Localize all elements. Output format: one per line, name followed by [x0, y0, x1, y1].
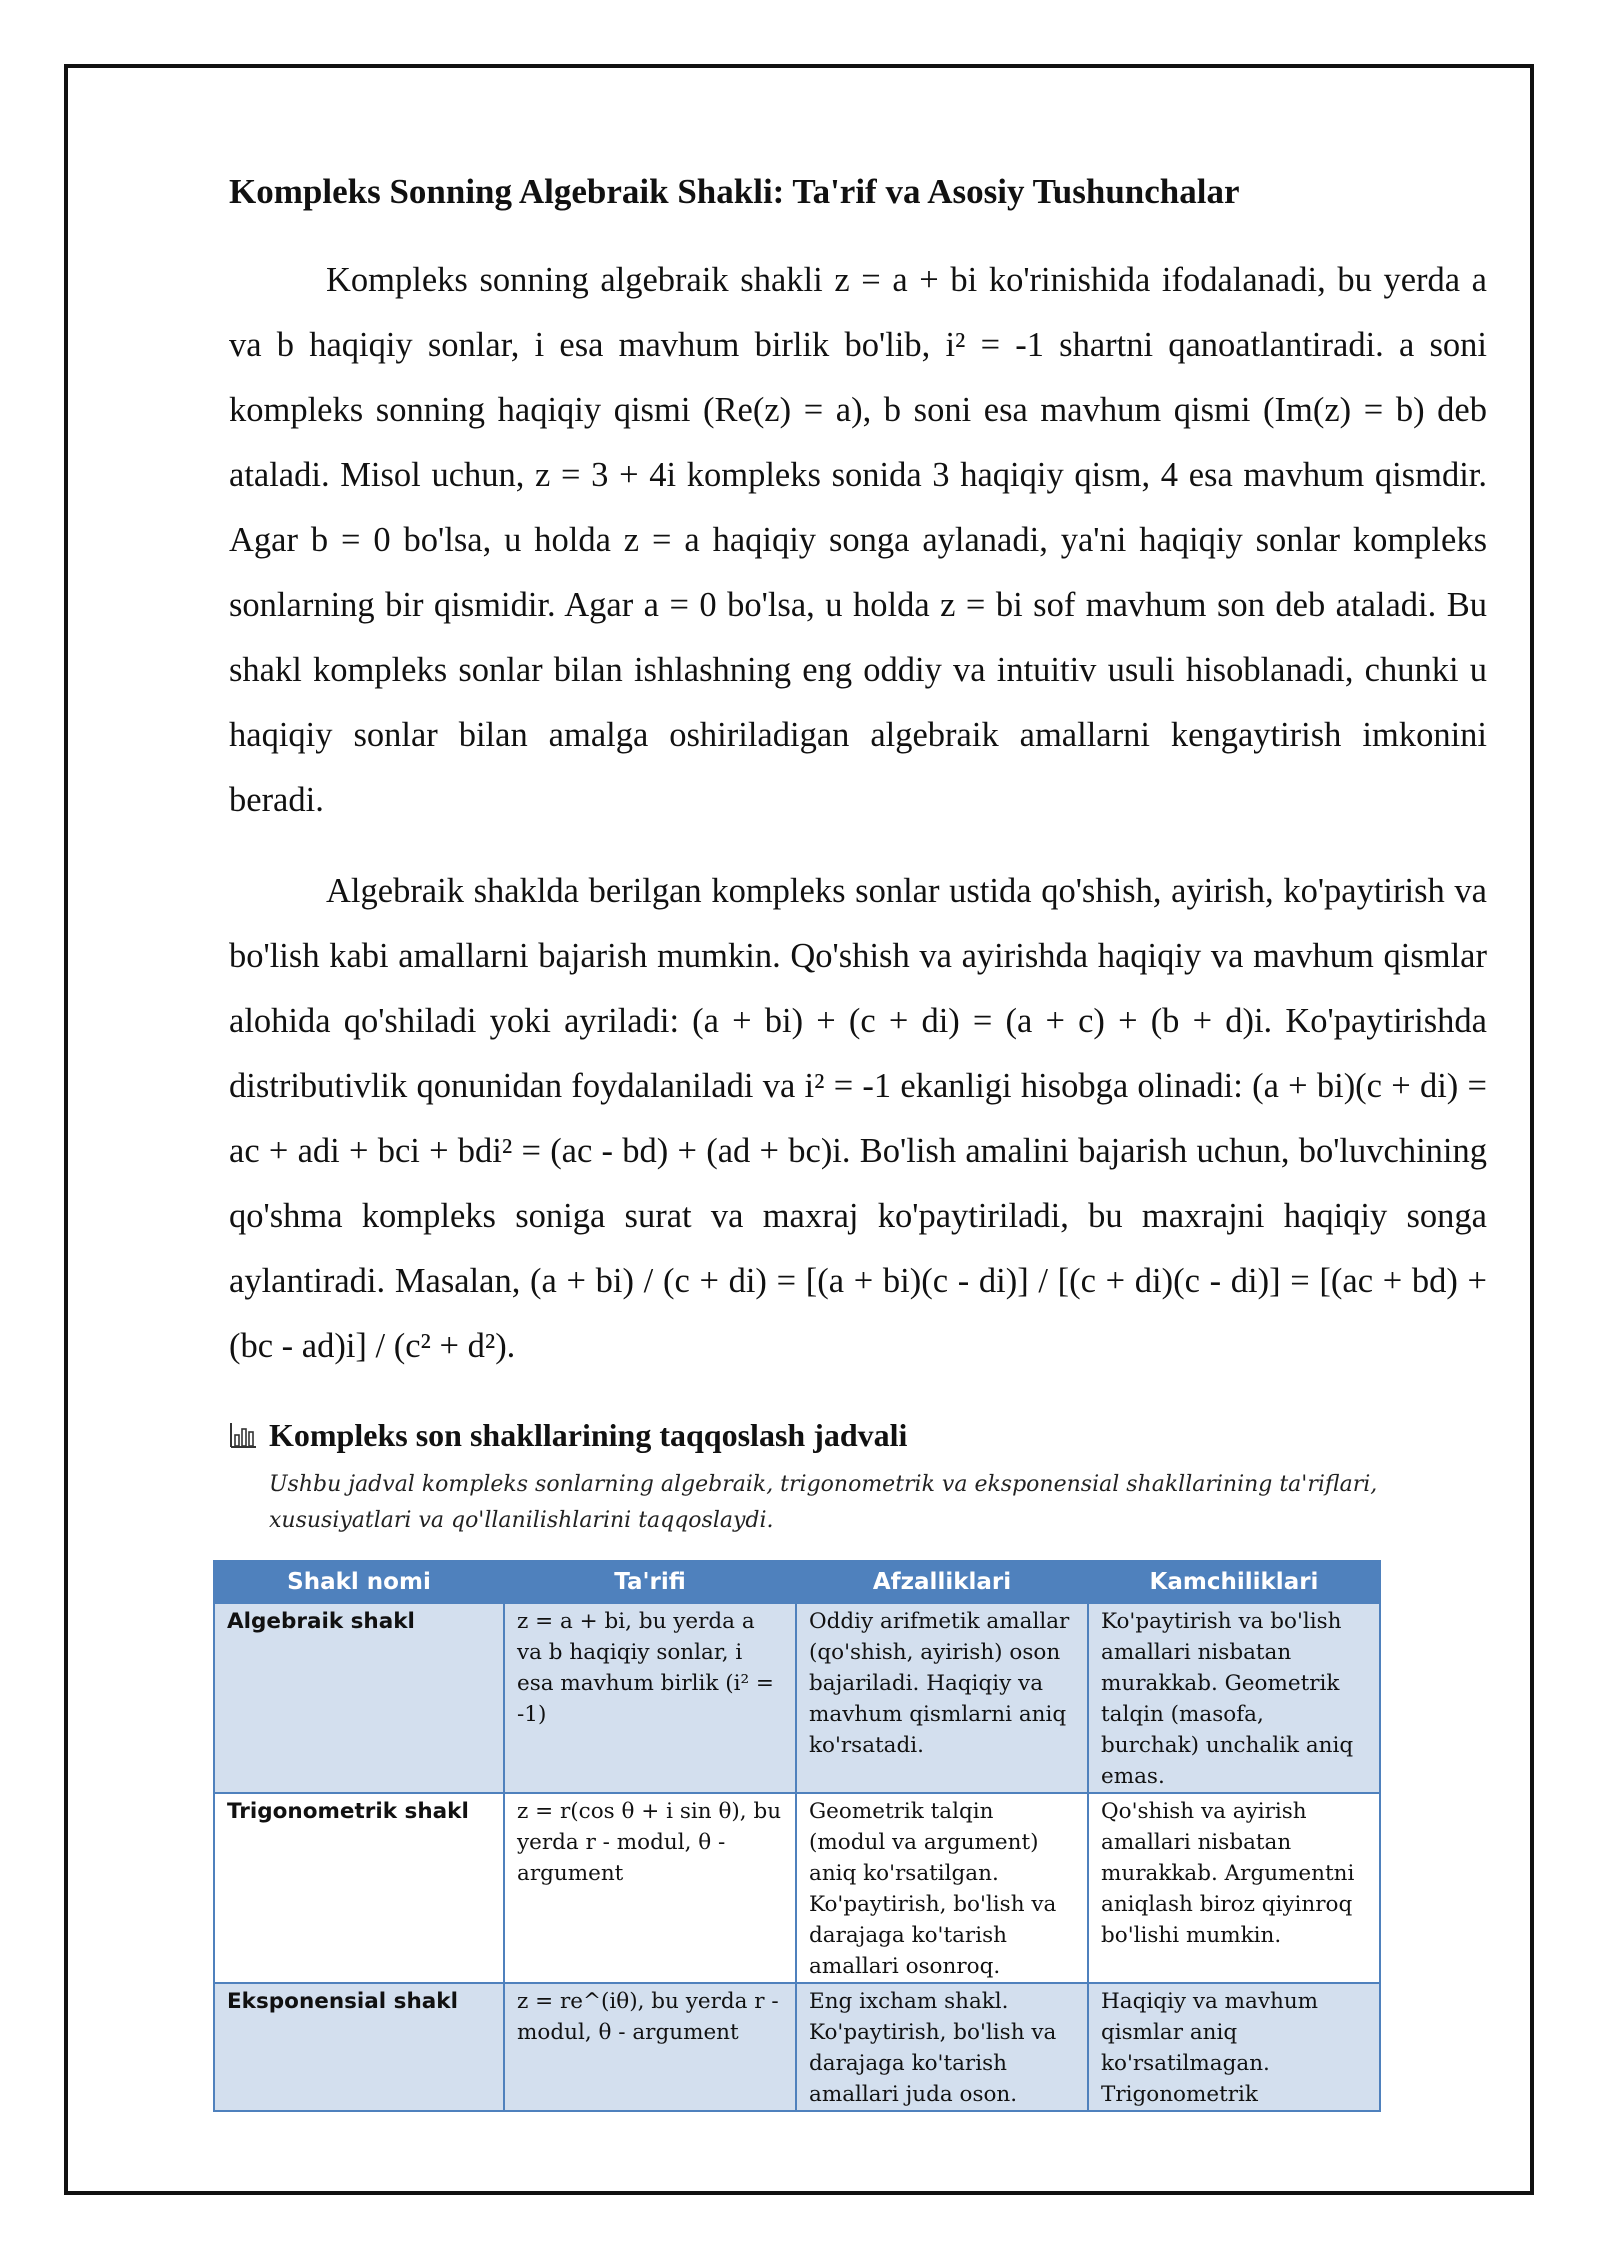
row-header-cell: Eksponensial shakl	[214, 1983, 504, 2111]
row-header-cell: Trigonometrik shakl	[214, 1793, 504, 1983]
bar-chart-icon	[229, 1421, 257, 1449]
table-cell: z = a + bi, bu yerda a va b haqiqiy sonlar, i esa mavhum birlik (i² = -1)	[504, 1603, 796, 1793]
paragraph: Algebraik shaklda berilgan kompleks sonlar ustida qo'shish, ayirish, ko'paytirish va bo'lish kabi amallarni bajarish mumkin. Qo'shish va ayirishda haqiqiy va mavhum qismlar alohida qo'shiladi yoki ayriladi: (a + bi) + (c + di) = (a + c) + (b + d)i. Ko'paytirishda distributivlik qonunidan foydalaniladi va i² = -1 ekanligi hisobga olinadi: (a + bi)(c + di) = ac + adi + bci + bdi² = (ac - bd) + (ad + bc)i. Bo'lish amalini bajarish uchun, bo'luvchining qo'shma kompleks soniga surat va maxraj ko'paytiriladi, bu maxrajni haqiqiy songa aylantiradi. Masalan, (a + bi) / (c + di) = [(a + bi)(c - di)] / [(c + di)(c - di)] = [(ac + bd) + (bc - ad)i] / (c² + d²).	[229, 872, 1487, 1365]
column-header: Afzalliklari	[796, 1561, 1088, 1603]
table-heading	[229, 1415, 1487, 1455]
comparison-table	[213, 1560, 1381, 2112]
table-cell: z = r(cos θ + i sin θ), bu yerda r - modul, θ - argument	[504, 1793, 796, 1983]
table-row	[214, 1793, 1380, 1983]
table-row	[214, 1603, 1380, 1793]
table-cell: Eng ixcham shakl. Ko'paytirish, bo'lish va darajaga ko'tarish amallari juda oson.	[796, 1983, 1088, 2111]
table-caption: Ushbu jadval kompleks sonlarning algebraik, trigonometrik va eksponensial shakllarining ta'riflari, xususiyatlari va qo'llanilishlarini taqqoslaydi.	[269, 1472, 1378, 1533]
column-header: Kamchiliklari	[1088, 1561, 1380, 1603]
column-header: Shakl nomi	[214, 1561, 504, 1603]
table-cell: Qo'shish va ayirish amallari nisbatan murakkab. Argumentni aniqlash biroz qiyinroq bo'lishi mumkin.	[1088, 1793, 1380, 1983]
row-header-cell: Algebraik shakl	[214, 1603, 504, 1793]
table-title: Kompleks son shakllarining taqqoslash jadvali	[269, 1417, 908, 1453]
table-cell: Haqiqiy va mavhum qismlar aniq ko'rsatilmagan. Trigonometrik	[1088, 1983, 1380, 2111]
table-cell: Geometrik talqin (modul va argument) aniq ko'rsatilgan. Ko'paytirish, bo'lish va darajaga ko'tarish amallari osonroq.	[796, 1793, 1088, 1983]
column-header: Ta'rifi	[504, 1561, 796, 1603]
table-cell: Oddiy arifmetik amallar (qo'shish, ayirish) oson bajariladi. Haqiqiy va mavhum qismlarni aniq ko'rsatadi.	[796, 1603, 1088, 1793]
document-body	[227, 170, 1487, 2107]
paragraph: Kompleks sonning algebraik shakli z = a + bi ko'rinishida ifodalanadi, bu yerda a va b haqiqiy sonlar, i esa mavhum birlik bo'lib, i² = -1 shartni qanoatlantiradi. a soni kompleks sonning haqiqiy qismi (Re(z) = a), b soni esa mavhum qismi (Im(z) = b) deb ataladi. Misol uchun, z = 3 + 4i kompleks sonida 3 haqiqiy qism, 4 esa mavhum qismdir. Agar b = 0 bo'lsa, u holda z = a haqiqiy songa aylanadi, ya'ni haqiqiy sonlar kompleks sonlarning bir qismidir. Agar a = 0 bo'lsa, u holda z = bi sof mavhum son deb ataladi. Bu shakl kompleks sonlar bilan ishlashning eng oddiy va intuitiv usuli hisoblanadi, chunki u haqiqiy sonlar bilan amalga oshiriladigan algebraik amallarni kengaytirish imkonini beradi.	[229, 261, 1487, 819]
table-header-row	[214, 1561, 1380, 1603]
document-title: Kompleks Sonning Algebraik Shakli: Ta'rif va Asosiy Tushunchalar	[229, 172, 1240, 211]
table-cell: z = re^(iθ), bu yerda r - modul, θ - argument	[504, 1983, 796, 2111]
table-cell: Ko'paytirish va bo'lish amallari nisbatan murakkab. Geometrik talqin (masofa, burchak) unchalik aniq emas.	[1088, 1603, 1380, 1793]
table-row	[214, 1983, 1380, 2111]
